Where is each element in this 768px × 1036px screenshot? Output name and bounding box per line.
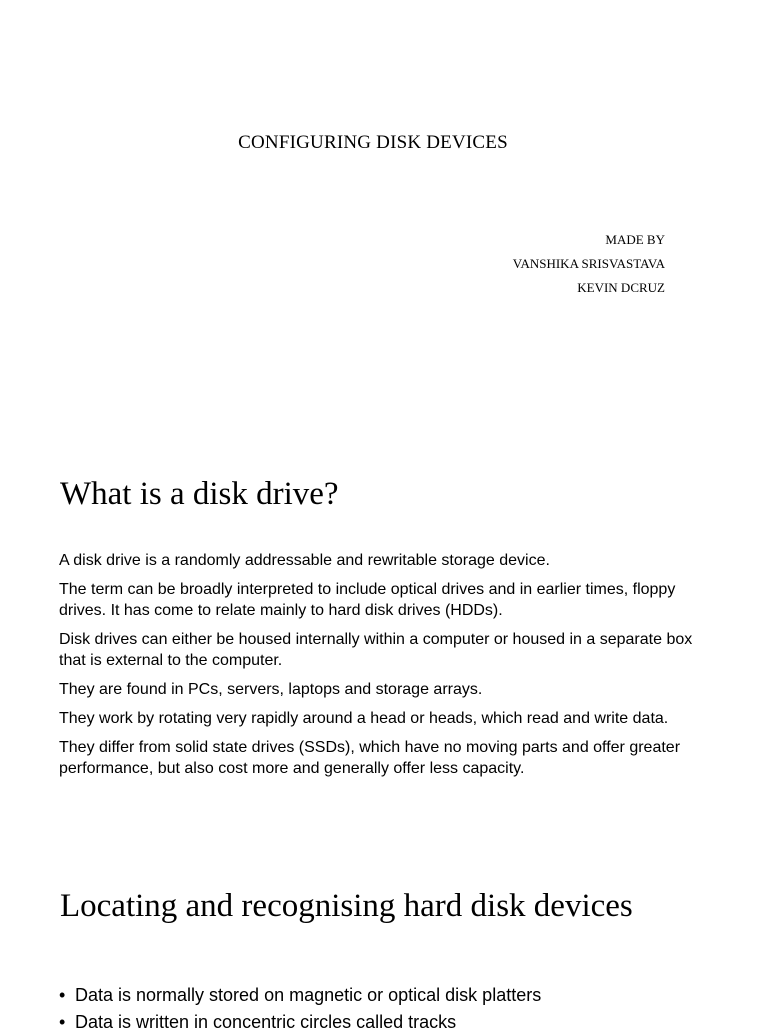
slide-heading: What is a disk drive? [60, 476, 339, 512]
credits-line-made-by: MADE BY [605, 232, 665, 247]
slide-body [59, 550, 709, 787]
presentation-title: CONFIGURING DISK DEVICES [238, 132, 508, 153]
bullet-item: • Data is written in concentric circles called tracks [59, 1009, 739, 1036]
credits-line-author-2: KEVIN DCRUZ [577, 280, 665, 295]
paragraph: They work by rotating very rapidly around a head or heads, which read and write data. [59, 710, 669, 727]
bullet-item: • Data is normally stored on magnetic or optical disk platters [59, 982, 739, 1009]
credits-line-author-1: VANSHIKA SRISVASTAVA [512, 256, 665, 271]
paragraph: They are found in PCs, servers, laptops and storage arrays. [59, 681, 483, 698]
paragraph: Disk drives can either be housed internally within a computer or housed in a separate box that is external to the computer. [59, 631, 693, 669]
credits-block [513, 228, 665, 300]
paragraph: The term can be broadly interpreted to include optical drives and in earlier times, floppy drives. It has come to relate mainly to hard disk drives (HDDs). [59, 581, 676, 619]
paragraph: They differ from solid state drives (SSDs), which have no moving parts and offer greater performance, but also cost more and generally offer less capacity. [59, 739, 681, 777]
paragraph: A disk drive is a randomly addressable and rewritable storage device. [59, 552, 550, 569]
slide-heading: Locating and recognising hard disk devices [60, 888, 633, 924]
title-slide [0, 0, 768, 440]
bullet-list [59, 982, 739, 1036]
